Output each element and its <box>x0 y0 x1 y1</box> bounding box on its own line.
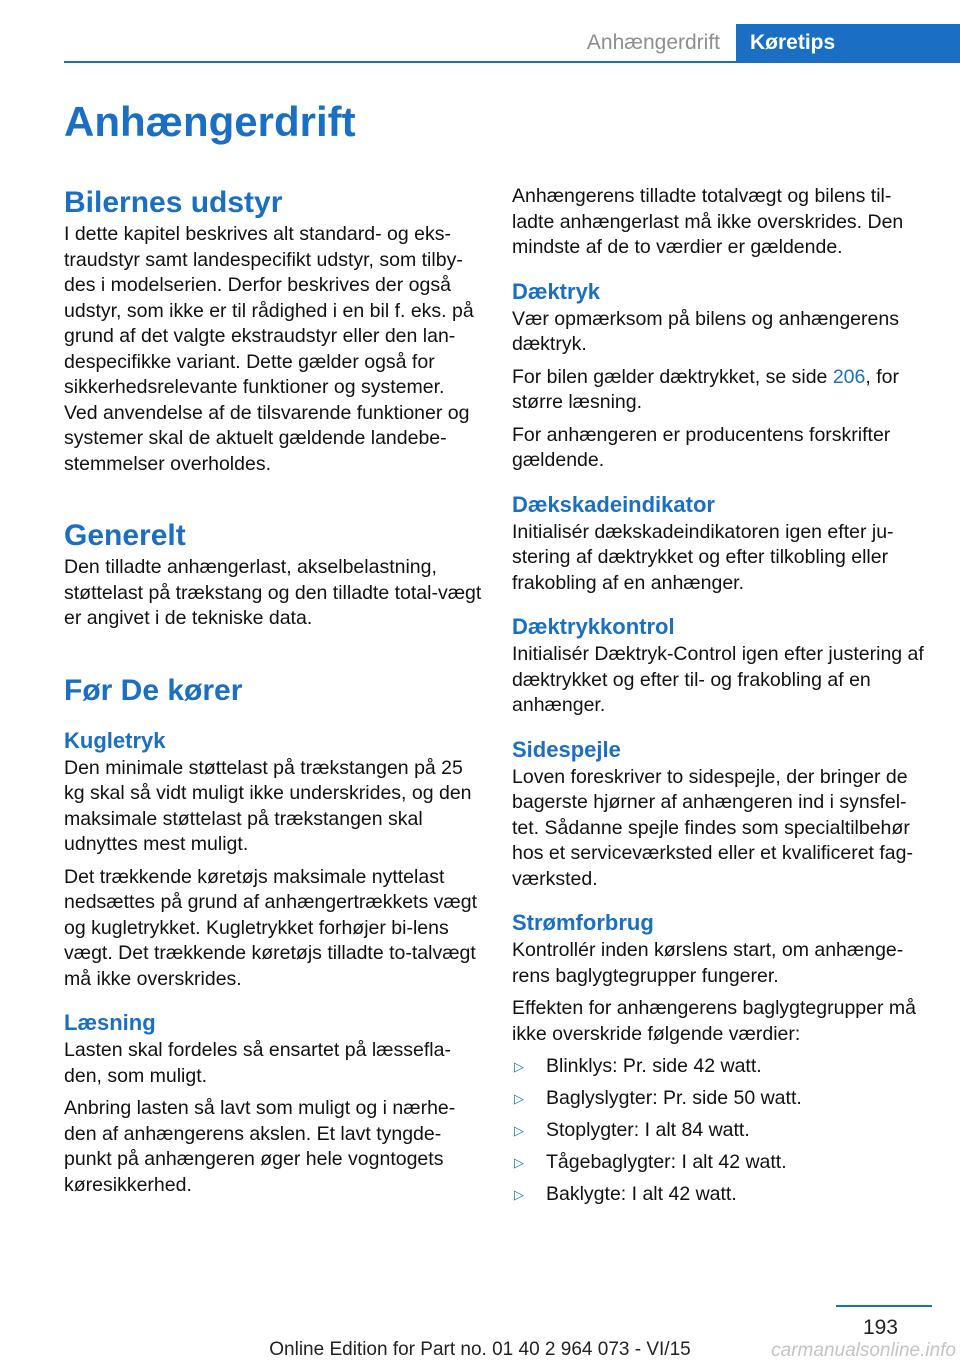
list-item <box>512 1182 932 1208</box>
section-heading-bilernes-udstyr: Bilernes udstyr <box>64 186 283 219</box>
subheading-sidespejle: Sidespejle <box>512 736 621 762</box>
list-item <box>512 1086 932 1112</box>
paragraph-stroemforbrug-1: Kontrollér inden kørslens start, om anhænge-rens baglygtegrupper fungerer. <box>512 939 904 987</box>
paragraph-generelt: Den tilladte anhængerlast, akselbelastning, støttelast på trækstang og den tilladte total-vægt er angivet i de tekniske data. <box>64 556 482 629</box>
header-section-label: Anhængerdrift <box>586 31 720 54</box>
left-column <box>64 184 482 1198</box>
page-title: Anhængerdrift <box>64 98 356 145</box>
triangle-bullet-icon: ▷ <box>514 1091 524 1106</box>
triangle-bullet-icon: ▷ <box>514 1155 524 1170</box>
paragraph-daektrykkontrol: Initialisér Dæktryk-Control igen efter justering af dæktrykket og efter til- og frakobling af en anhænger. <box>512 643 924 716</box>
paragraph-bilernes-udstyr: I dette kapitel beskrives alt standard- og eks-traudstyr samt landespecifikt udstyr, som tilby-des i modelserien. Derfor beskrives der også udstyr, som ikke er til rådighed i en bil f. eks. på grund af det valgte ekstraudstyr eller den lan-despecifikke variant. Dette gælder også for sikkerhedsrelevante funktioner og systemer. Ved anvendelse af de tilsvarende funktioner og systemer skal de aktuelt gældende landebe-stemmelser overholdes. <box>64 223 474 475</box>
footer-edition: Online Edition for Part no. 01 40 2 964 073 - VI/15 <box>269 1339 691 1360</box>
subheading-daektrykkontrol: Dæktrykkontrol <box>512 614 675 639</box>
subheading-daektryk: Dæktryk <box>512 278 601 304</box>
triangle-bullet-icon: ▷ <box>514 1187 524 1202</box>
paragraph-daektryk-1: Vær opmærksom på bilens og anhængerens dæktryk. <box>512 307 899 355</box>
list-item-text: Baglyslygter: Pr. side 50 watt. <box>546 1087 802 1109</box>
paragraph-sidespejle: Loven foreskriver to sidespejle, der bringer de bagerste hjørner af anhængeren ind i synsfel-tet. Sådanne spejle findes som specialtilbehør hos et serviceværksted eller et kvalificeret fag-værksted. <box>512 765 913 890</box>
paragraph-stroemforbrug-2: Effekten for anhængerens baglygtegrupper må ikke overskride følgende værdier: <box>512 997 916 1045</box>
triangle-bullet-icon: ▷ <box>514 1059 524 1074</box>
paragraph-laesning-1: Lasten skal fordeles så ensartet på læssefla-den, som muligt. <box>64 1039 451 1087</box>
page-number: 193 <box>862 1316 898 1339</box>
list-item <box>512 1150 932 1176</box>
daektryk-text-before: For bilen gælder dæktrykket, se side <box>512 365 833 388</box>
daektryk-text-after: , for større læsning. <box>512 365 899 413</box>
page-reference-link[interactable]: 206 <box>832 365 866 388</box>
subheading-laesning: Læsning <box>64 1010 156 1035</box>
list-item-text: Baklygte: I alt 42 watt. <box>546 1183 737 1205</box>
paragraph-kugletryk-1: Den minimale støttelast på trækstangen på 25 kg skal så vidt muligt ikke underskrides, og den maksimale støttelast på trækstangen skal udnyttes mest muligt. <box>64 756 472 855</box>
section-heading-generelt: Generelt <box>64 519 186 552</box>
triangle-bullet-icon: ▷ <box>514 1123 524 1138</box>
list-item-text: Blinklys: Pr. side 42 watt. <box>546 1055 762 1077</box>
paragraph-daektryk-3: For anhængeren er producentens forskrifter gældende. <box>512 423 891 471</box>
paragraph-daekskadeindikator: Initialisér dækskadeindikatoren igen efter ju-stering af dæktrykket og efter tilkobling eller frakobling af en anhænger. <box>512 520 894 594</box>
right-column <box>512 184 932 1214</box>
watermark: carmanualsonline.info <box>771 1340 956 1361</box>
header-chapter-tab: Køretips <box>736 24 960 62</box>
wattage-list <box>512 1054 932 1208</box>
subheading-daekskadeindikator: Dækskadeindikator <box>512 491 715 517</box>
paragraph-daektryk-2 <box>512 365 932 416</box>
section-heading-foer-de-koerer: Før De kører <box>64 673 243 707</box>
paragraph-laesning-2: Anbring lasten så lavt som muligt og i nærhe-den af anhængerens akslen. Et lavt tyngde-punkt på anhængeren øger hele vogntogets køresikkerhed. <box>64 1097 456 1196</box>
header-tabs <box>571 24 960 62</box>
list-item-text: Stoplygter: I alt 84 watt. <box>546 1119 750 1141</box>
list-item <box>512 1054 932 1080</box>
list-item <box>512 1118 932 1144</box>
footer-rule <box>836 1305 932 1307</box>
subheading-stroemforbrug: Strømforbrug <box>512 910 654 935</box>
list-item-text: Tågebaglygter: I alt 42 watt. <box>546 1151 787 1173</box>
paragraph-kugletryk-2: Det trækkende køretøjs maksimale nyttelast nedsættes på grund af anhængertrækkets vægt og kugletrykket. Kugletrykket forhøjer bi-lens vægt. Det trækkende køretøjs tilladte to-talvægt må ikke overskrides. <box>64 865 477 990</box>
subheading-kugletryk: Kugletryk <box>64 727 166 753</box>
paragraph-intro: Anhængerens tilladte totalvægt og bilens til-ladte anhængerlast må ikke overskrides. Den mindste af de to værdier er gældende. <box>512 185 904 258</box>
header-rule <box>64 61 960 63</box>
